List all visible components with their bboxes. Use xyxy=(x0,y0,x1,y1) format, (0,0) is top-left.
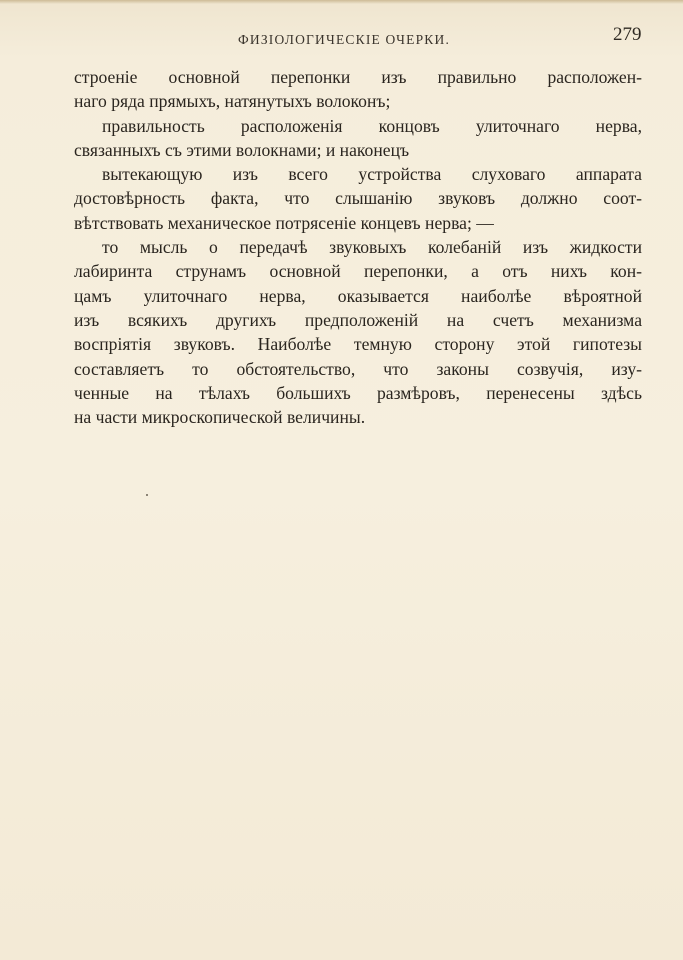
text-line: достовѣрность факта, что слышанію звуковъ должно соот- xyxy=(74,188,642,209)
text-line: составляетъ то обстоятельство, что законы созвучія, изу- xyxy=(74,358,642,379)
body-text xyxy=(74,65,642,429)
page-number: 279 xyxy=(613,24,642,45)
text-line: воспріятія звуковъ. Наиболѣе темную сторону этой гипотезы xyxy=(74,334,642,355)
text-line: связанныхъ съ этими волокнами; и наконецъ xyxy=(74,139,410,160)
page-top-edge xyxy=(0,0,683,4)
text-line: то мысль о передачѣ звуковыхъ колебаній изъ жидкости xyxy=(102,237,642,258)
text-line: вытекающую изъ всего устройства слуховаго аппарата xyxy=(102,164,642,185)
text-line: вѣтствовать механическое потрясеніе концевъ нерва; — xyxy=(74,212,494,233)
text-line: на части микроскопической величины. xyxy=(74,407,366,428)
text-line: ченные на тѣлахъ большихъ размѣровъ, перенесены здѣсь xyxy=(74,382,642,403)
running-title: ФИЗІОЛОГИЧЕСКІЕ ОЧЕРКИ. xyxy=(238,32,451,47)
text-line: строеніе основной перепонки изъ правильно расположен- xyxy=(74,67,642,87)
page-header xyxy=(0,24,683,52)
text-line: правильность расположенія концовъ улиточнаго нерва, xyxy=(102,115,642,136)
paper-speck xyxy=(146,494,148,496)
text-line: наго ряда прямыхъ, натянутыхъ волоконъ; xyxy=(74,91,391,112)
text-line: изъ всякихъ другихъ предположеній на счетъ механизма xyxy=(74,309,642,330)
text-line: лабиринта струнамъ основной перепонки, а отъ нихъ кон- xyxy=(74,261,642,282)
text-line: цамъ улиточнаго нерва, оказывается наиболѣе вѣроятной xyxy=(74,285,642,306)
